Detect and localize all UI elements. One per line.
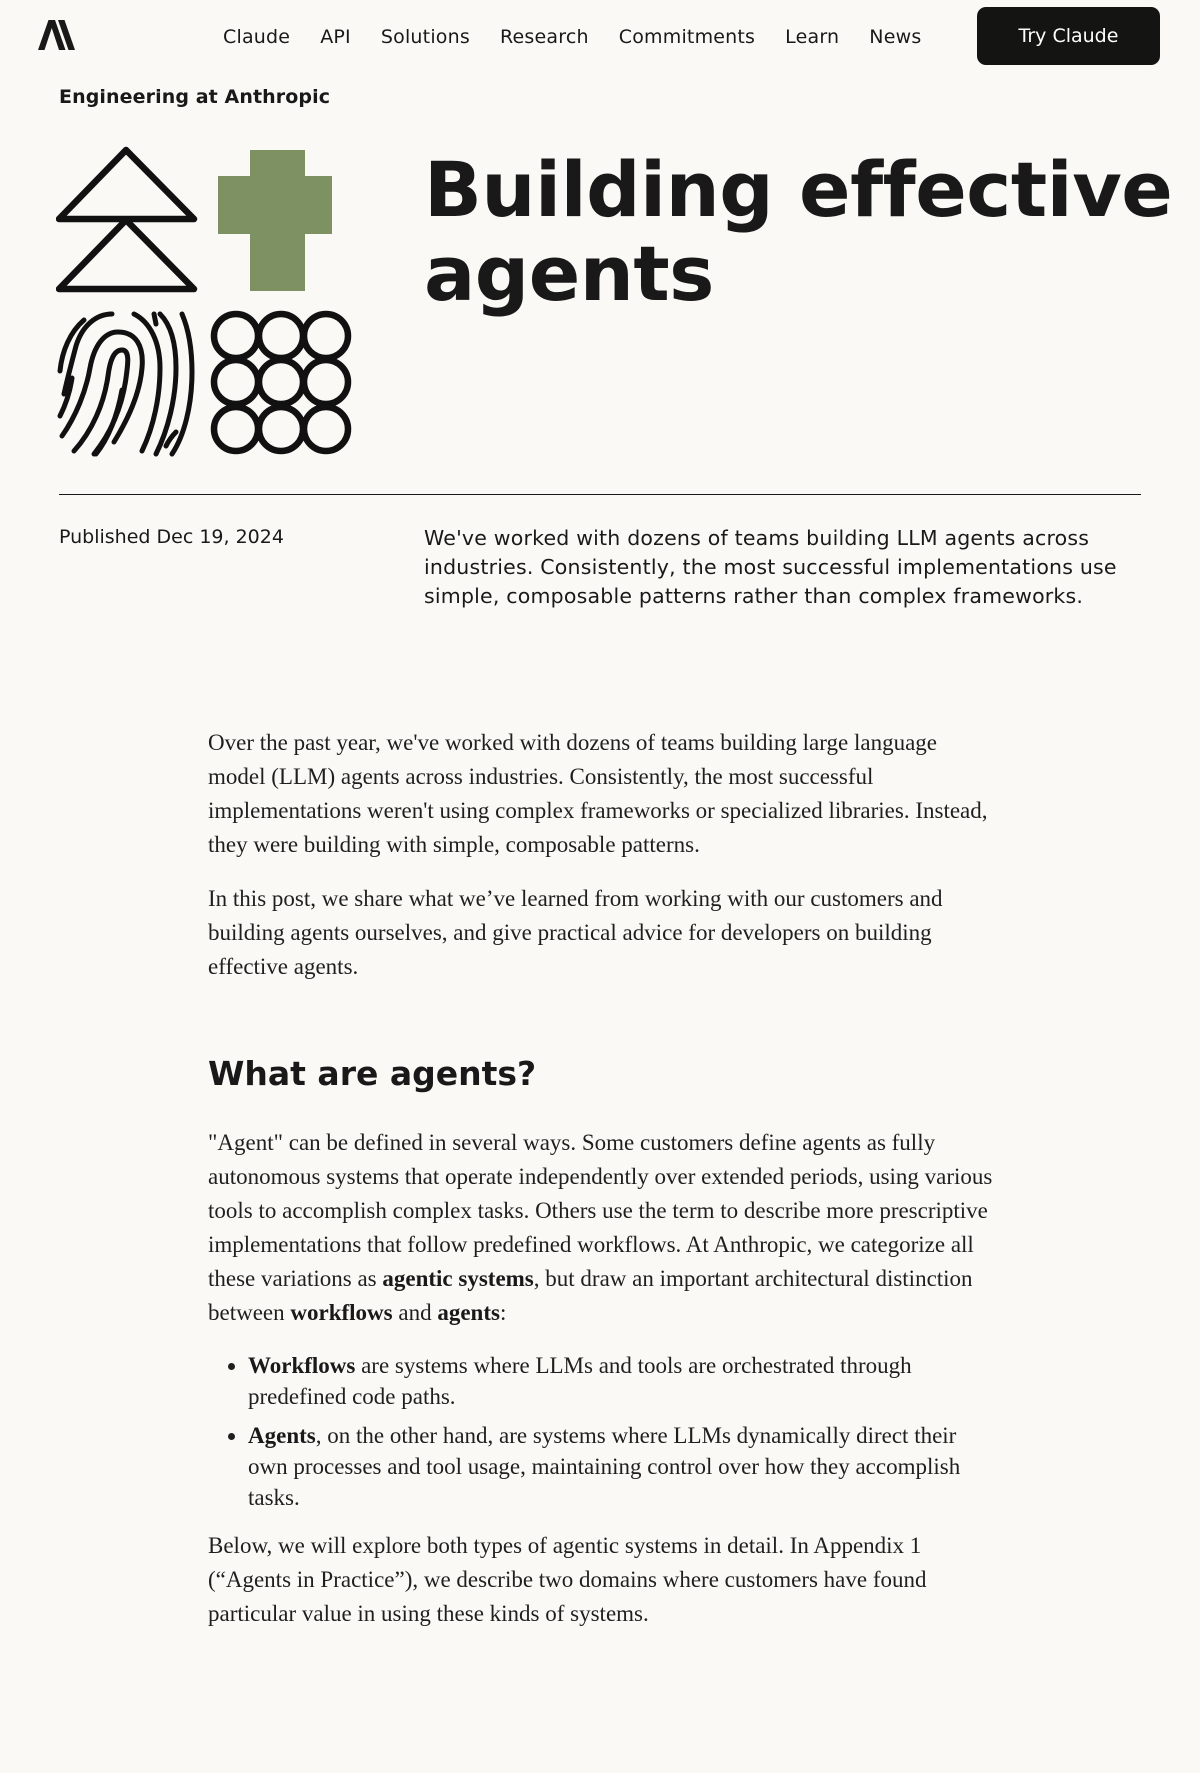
bold-term: workflows <box>290 1300 393 1325</box>
definition-text: , but draw an important architectural distinction between <box>208 1266 973 1325</box>
try-claude-button[interactable]: Try Claude <box>977 7 1160 65</box>
publish-date: Published Dec 19, 2024 <box>59 526 284 548</box>
section-heading: What are agents? <box>208 1054 537 1093</box>
green-cross-icon <box>218 150 332 291</box>
bold-term: agents <box>437 1300 500 1325</box>
fingerprint-icon <box>60 314 192 454</box>
definition-paragraph <box>208 1126 1000 1330</box>
nav-link-learn[interactable]: Learn <box>785 26 840 48</box>
list-item-text: are systems where LLMs and tools are orchestrated through predefined code paths. <box>248 1353 912 1409</box>
page-title: Building effective agents <box>424 145 1173 318</box>
category-label[interactable]: Engineering at Anthropic <box>59 86 331 108</box>
intro-paragraph: In this post, we share what we’ve learned from working with our customers and building agents ourselves, and give practical advice for developers on building effective agents. <box>208 886 943 979</box>
article-summary: We've worked with dozens of teams building LLM agents across industries. Consistently, the most successful implementations use simple, composable patterns rather than complex frameworks. <box>424 526 1117 608</box>
definition-text: : <box>499 1300 507 1325</box>
triangles-icon <box>59 150 194 289</box>
list-item-text: , on the other hand, are systems where LLMs dynamically direct their own processes and tool usage, maintaining control over how they accomplish tasks. <box>248 1423 961 1510</box>
bold-term: Agents <box>248 1423 316 1448</box>
nav-link-news[interactable]: News <box>869 26 922 48</box>
hero-illustration <box>56 146 368 458</box>
top-navigation <box>0 0 1200 74</box>
intro-paragraph: Over the past year, we've worked with dozens of teams building large language model (LLM) agents across industries. Consistently, the most successful implementations weren't using complex frameworks or specialized libraries. Instead, they were building with simple, composable patterns. <box>208 730 988 857</box>
bold-term: agentic systems <box>382 1266 534 1291</box>
article-body <box>208 726 1000 1651</box>
nav-link-claude[interactable]: Claude <box>223 26 291 48</box>
bullet-list <box>208 1350 1000 1513</box>
definition-text: "Agent" can be defined in several ways. Some customers define agents as fully autonomous systems that operate independently over extended periods, using various tools to accomplish complex tasks. Others use the term to describe more prescriptive implementations that follow predefined workflows. At Anthropic, we categorize all these variations as <box>208 1130 993 1291</box>
nav-link-solutions[interactable]: Solutions <box>380 26 470 48</box>
list-item <box>248 1350 1000 1412</box>
circles-grid-icon <box>214 314 348 451</box>
nav-link-research[interactable]: Research <box>499 26 589 48</box>
anthropic-logo-icon[interactable] <box>38 20 80 50</box>
definition-text: and <box>392 1300 438 1325</box>
nav-links <box>223 22 951 52</box>
closing-paragraph: Below, we will explore both types of agentic systems in detail. In Appendix 1 (“Agents in Practice”), we describe two domains where customers have found particular value in using these kinds of systems. <box>208 1533 927 1626</box>
divider <box>59 494 1141 495</box>
nav-link-api[interactable]: API <box>320 26 351 48</box>
bold-term: Workflows <box>248 1353 356 1378</box>
nav-link-commitments[interactable]: Commitments <box>618 26 756 48</box>
list-item <box>248 1420 1000 1513</box>
